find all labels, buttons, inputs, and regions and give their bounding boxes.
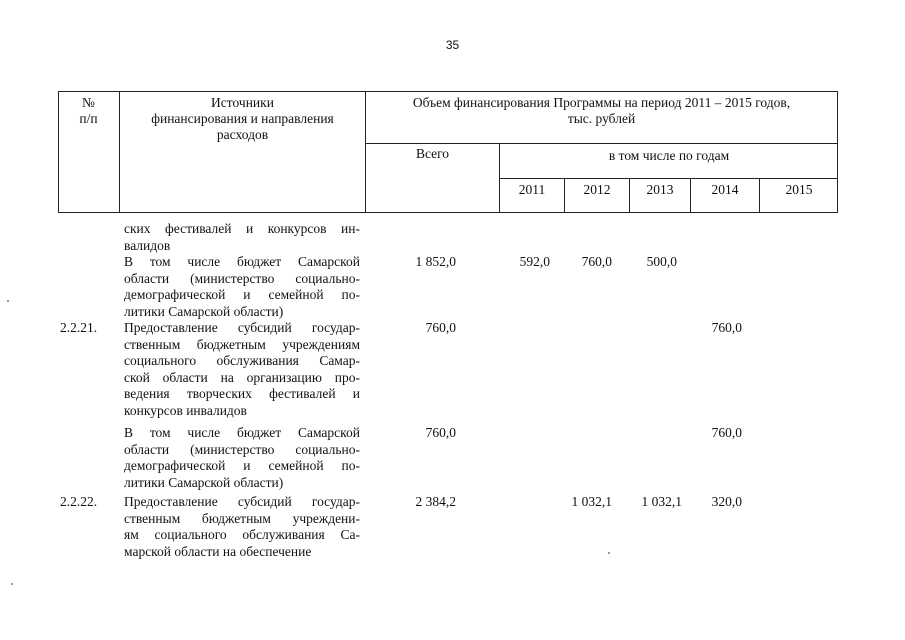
row-2014: 760,0	[711, 425, 742, 440]
row-text-line: В том числе бюджет Самарской	[124, 254, 360, 269]
row-text-line: области (министерство социально-	[124, 270, 360, 286]
row-2012: 760,0	[581, 254, 612, 269]
table-row	[124, 320, 360, 420]
table-header	[58, 91, 838, 213]
row-text-line: Предоставление субсидий государ-	[124, 320, 360, 335]
header-total: Всего	[415, 146, 450, 161]
row-number: 2.2.22.	[60, 494, 98, 509]
row-total: 760,0	[425, 425, 456, 440]
scan-speck	[11, 583, 13, 585]
row-text-line: демографической и семейной по-	[124, 458, 360, 474]
table-row	[124, 254, 360, 320]
row-text-line: ских фестивалей и конкурсов ин-	[124, 221, 360, 236]
row-2012: 1 032,1	[571, 494, 612, 509]
header-sources: Источники финансирования и направления расходов	[151, 95, 334, 142]
row-2011: 592,0	[519, 254, 550, 269]
header-year: 2011	[518, 182, 546, 197]
row-total: 2 384,2	[415, 494, 456, 509]
header-by-years: в том числе по годам	[608, 148, 730, 163]
row-2013: 1 032,1	[641, 494, 682, 509]
row-text-line: Предоставление субсидий государ-	[124, 494, 360, 509]
header-volume: Объем финансирования Программы на период 2011 – 2015 годов, тыс. рублей	[412, 95, 791, 126]
scan-speck	[608, 552, 610, 554]
header-year: 2015	[785, 182, 813, 197]
page-number: 35	[445, 38, 460, 52]
row-text-line: демографической и семейной по-	[124, 287, 360, 303]
row-text-line: литики Самарской области)	[124, 474, 284, 490]
row-text-line: конкурсов инвалидов	[124, 402, 247, 418]
row-text-line: валидов	[124, 237, 171, 253]
row-total: 1 852,0	[415, 254, 456, 269]
volume-divider	[365, 143, 838, 144]
table-row	[124, 221, 360, 254]
row-text-line: ственным бюджетным учреждениям	[124, 336, 360, 352]
row-text-line: ведения творческих фестивалей и	[124, 386, 360, 402]
row-total: 760,0	[425, 320, 456, 335]
row-text-line: ственным бюджетным учреждени-	[124, 510, 360, 526]
row-2014: 760,0	[711, 320, 742, 335]
table-row	[124, 494, 360, 560]
header-bottom-border	[58, 212, 838, 213]
header-number: № п/п	[79, 95, 98, 126]
header-year: 2012	[583, 182, 611, 197]
years-divider	[499, 178, 838, 179]
header-year: 2014	[711, 182, 739, 197]
header-year: 2013	[646, 182, 674, 197]
header-top-border	[58, 91, 838, 92]
row-2014: 320,0	[711, 494, 742, 509]
table-row	[124, 425, 360, 491]
scan-speck	[7, 300, 9, 302]
row-text-line: ской области на организацию про-	[124, 369, 360, 385]
row-2013: 500,0	[646, 254, 677, 269]
row-text-line: социального обслуживания Самар-	[124, 353, 360, 369]
row-text-line: литики Самарской области)	[124, 303, 284, 319]
row-text-line: ям социального обслуживания Са-	[124, 527, 360, 543]
row-text-line: марской области на обеспечение	[124, 543, 312, 559]
row-text-line: В том числе бюджет Самарской	[124, 425, 360, 440]
row-number: 2.2.21.	[60, 320, 98, 335]
row-text-line: области (министерство социально-	[124, 441, 360, 457]
